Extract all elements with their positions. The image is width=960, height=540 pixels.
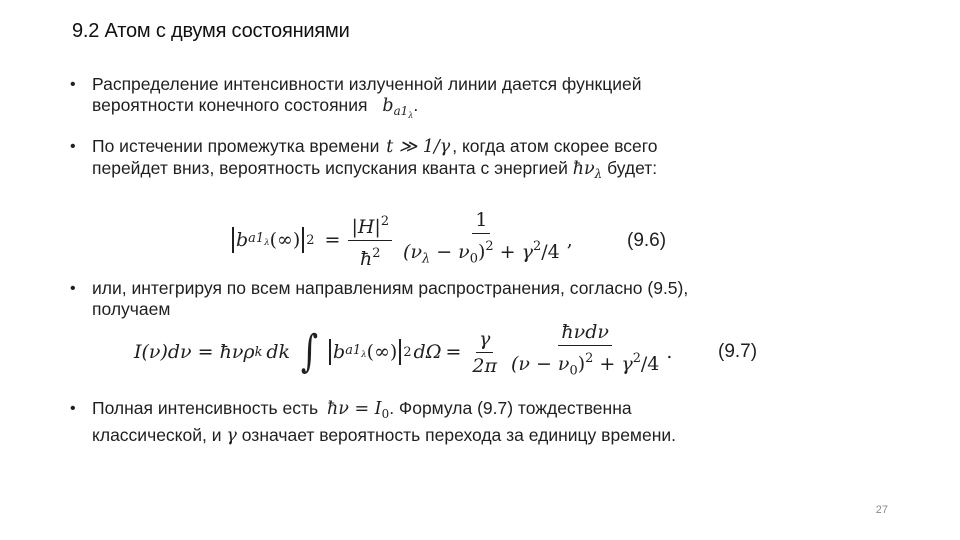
fraction-spectral: $\frac{\text{ħνdν}}{(\nu - \nu_0)^2 + \gamma^2/4}$	[510, 321, 660, 379]
abs-bar-left	[232, 227, 234, 253]
bullet-1-text: вероятности конечного состояния	[92, 95, 368, 115]
slide-title: 9.2 Атом с двумя состояниями	[72, 20, 350, 42]
time-condition-math: t ≫ 1/γ	[386, 137, 451, 157]
bullet-3-line-2: получаем	[92, 299, 171, 319]
abs-bar-right	[302, 227, 304, 253]
bullet-marker-2: •	[70, 138, 76, 155]
bullet-marker-4: •	[70, 400, 76, 417]
bullet-1	[92, 74, 792, 126]
abs-bar-left-97	[329, 339, 331, 365]
bullet-3	[92, 278, 792, 320]
fraction-h-over-hbar: $\frac{|H|^2}{ħ^2}$	[348, 211, 392, 270]
bullet-1-line-1: Распределение интенсивности излученной линии дается функцией	[92, 74, 642, 94]
b-a1-lambda-symbol: $b_{a1_\lambda}$	[382, 96, 414, 120]
integral-sign: ∫	[300, 326, 319, 377]
bullet-1-line-2: вероятности конечного состояния $b_{a1_\lambda}$.	[92, 95, 419, 120]
bullet-4-line-1: Полная интенсивность есть ħν = $I_0$. Формула (9.7) тождественна	[92, 398, 632, 422]
bullet-4	[92, 398, 792, 447]
bullet-marker-1: •	[70, 76, 76, 93]
bullet-2-line-2: перейдет вниз, вероятность испускания кванта с энергией $ħ\nu_\lambda$ будет:	[92, 158, 658, 182]
page-number: 27	[875, 504, 888, 516]
fraction-gamma-over-2pi: $\frac{\gamma}{2\pi}$	[472, 327, 497, 377]
total-intensity-math: ħν = $I_0$	[326, 399, 390, 422]
bullet-3-line-1: или, интегрируя по всем направлениям распространения, согласно (9.5),	[92, 278, 689, 298]
equation-9-6: b $a1_\lambda$ (∞) 2 = $\frac{|H|^2}{ħ^2}$ $\frac{1}{(\nu_\lambda - \nu_0)^2 + \gamma^2/4}$ ,	[230, 210, 573, 270]
gamma-symbol: γ	[226, 426, 237, 447]
equation-9-6-label: (9.6)	[627, 230, 667, 251]
fraction-lorentzian: $\frac{1}{(\nu_\lambda - \nu_0)^2 + \gamma^2/4}$	[403, 209, 560, 267]
bullet-marker-3: •	[70, 280, 76, 297]
equation-9-7-label: (9.7)	[718, 341, 758, 362]
bullet-2-line-1: По истечении промежутка времени t ≫ 1/γ , когда атом скорее всего	[92, 136, 658, 157]
bullet-2	[92, 136, 792, 185]
bullet-4-line-2: классической, и γ означает вероятность перехода за единицу времени.	[92, 425, 677, 447]
photon-energy-math: $ħ\nu_\lambda$	[572, 159, 603, 182]
equation-9-7: I(ν)dν = ħνρ k dk ∫ b $a1_\lambda$ (∞) 2 dΩ = $\frac{\gamma}{2\pi}$ $\frac{\text{ħνdν}}{(\nu - \nu_0)^2 + \gamma^2/4}$ .	[134, 322, 672, 382]
abs-bar-right-97	[399, 339, 401, 365]
